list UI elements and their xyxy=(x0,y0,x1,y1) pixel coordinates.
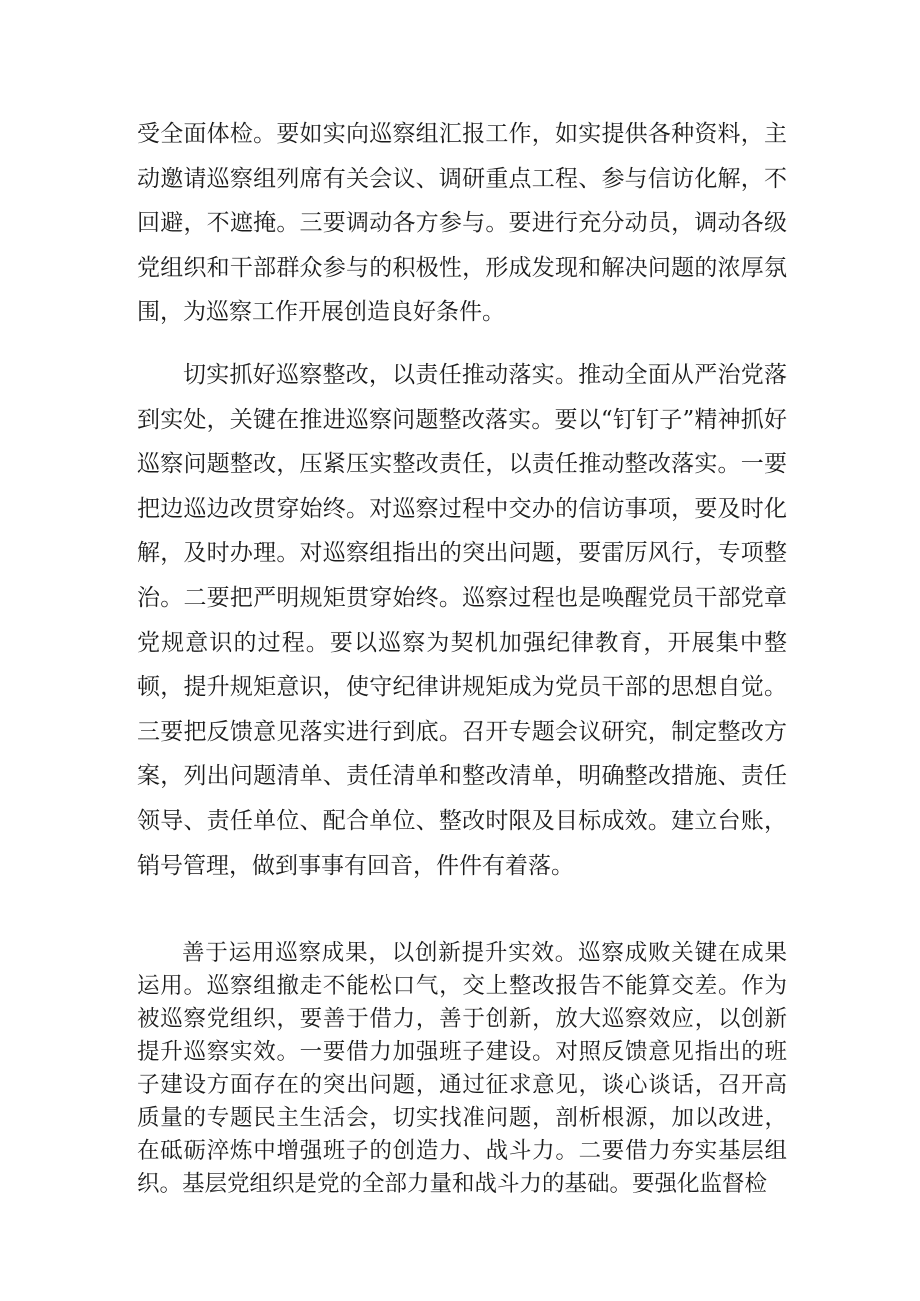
paragraph-continuation: 受全面体检。要如实向巡察组汇报工作，如实提供各种资料，主动邀请巡察组列席有关会议、调研重点工程、参与信访化解，不回避，不遮掩。三要调动各方参与。要进行充分动员，调动各级党组织和干部群众参与的积极性，形成发现和解决问题的浓厚氛围，为巡察工作开展创造良好条件。 xyxy=(137,121,787,326)
paragraph-results-application: 善于运用巡察成果，以创新提升实效。巡察成败关键在成果运用。巡察组撤走不能松口气，交上整改报告不能算交差。作为被巡察党组织，要善于借力，善于创新，放大巡察效应，以创新提升巡察实效。一要借力加强班子建设。对照反馈意见指出的班子建设方面存在的突出问题，通过征求意见，谈心谈话，召开高质量的专题民主生活会，切实找准问题，剖析根源，加以改进，在砥砺淬炼中增强班子的创造力、战斗力。二要借力夯实基层组织。基层党组织是党的全部力量和战斗力的基础。要强化监督检 xyxy=(137,940,787,1197)
paragraph-rectification: 切实抓好巡察整改，以责任推动落实。推动全面从严治党落到实处，关键在推进巡察问题整改落实。要以“钉钉子”精神抓好巡察问题整改，压紧压实整改责任，以责任推动整改落实。一要把边巡边改贯穿始终。对巡察过程中交办的信访事项，要及时化解，及时办理。对巡察组指出的突出问题，要雷厉风行，专项整治。二要把严明规矩贯穿始终。巡察过程也是唤醒党员干部党章党规意识的过程。要以巡察为契机加强纪律教育，开展集中整顿，提升规矩意识，使守纪律讲规矩成为党员干部的思想自觉。三要把反馈意见落实进行到底。召开专题会议研究，制定整改方案，列出问题清单、责任清单和整改清单，明确整改措施、责任领导、责任单位、配合单位、整改时限及目标成效。建立台账，销号管理，做到事事有回音，件件有着落。 xyxy=(137,362,787,879)
